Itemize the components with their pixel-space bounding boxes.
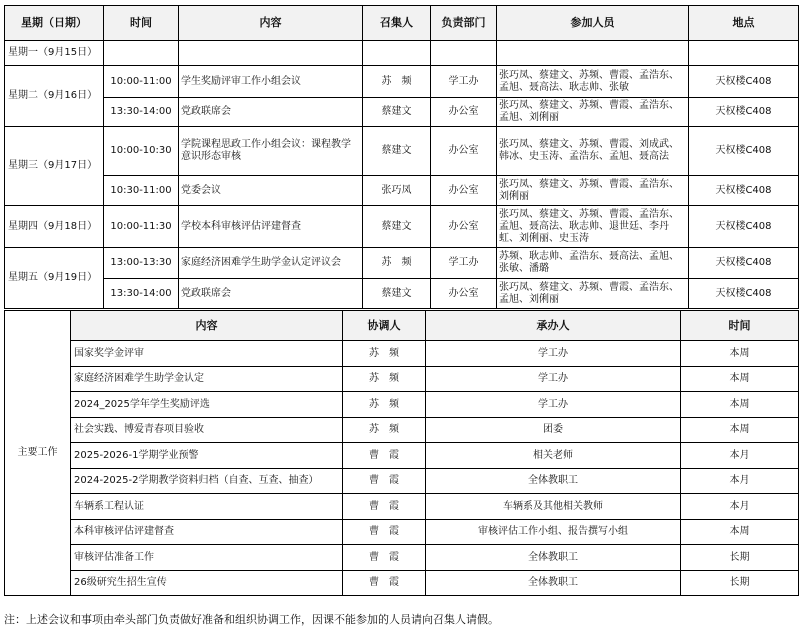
meeting-dept: 办公室 <box>430 278 497 309</box>
work-time: 本月 <box>680 493 799 520</box>
meeting-dept: 学工办 <box>430 247 497 279</box>
meeting-convener: 蔡建文 <box>362 97 431 127</box>
meeting-content: 家庭经济困难学生助学金认定评议会 <box>178 247 363 279</box>
meeting-time: 10:00-10:30 <box>103 126 179 176</box>
meeting-dept: 学工办 <box>430 65 497 98</box>
work-content: 社会实践、博爱青春项目验收 <box>70 417 343 443</box>
work-coordinator: 曹 霞 <box>342 519 426 545</box>
meeting-content: 党政联席会 <box>178 278 363 309</box>
meeting-time: 13:00-13:30 <box>103 247 179 279</box>
work-time: 本周 <box>680 519 799 545</box>
work-handler: 审核评估工作小组、报告撰写小组 <box>425 519 681 545</box>
work-coordinator: 苏 频 <box>342 391 426 418</box>
work-handler: 车辆系及其他相关教师 <box>425 493 681 520</box>
empty-cell <box>103 40 179 66</box>
meeting-location: 天权楼C408 <box>688 247 799 279</box>
meeting-location: 天权楼C408 <box>688 205 799 248</box>
meeting-convener: 蔡建文 <box>362 205 431 248</box>
meeting-content: 党政联席会 <box>178 97 363 127</box>
work-content: 2024_2025学年学生奖励评选 <box>70 391 343 418</box>
day-label: 星期一（9月15日） <box>4 40 104 66</box>
empty-cell <box>178 40 363 66</box>
meeting-dept: 办公室 <box>430 97 497 127</box>
meeting-convener: 张巧凤 <box>362 175 431 206</box>
work-time: 本周 <box>680 391 799 418</box>
meeting-time: 13:30-14:00 <box>103 97 179 127</box>
work-coordinator: 曹 霞 <box>342 570 426 596</box>
work-handler: 团委 <box>425 417 681 443</box>
work-content: 2025-2026-1学期学业预警 <box>70 442 343 469</box>
meeting-attendees: 张巧凤、蔡建文、苏频、曹霞、孟浩东、刘俐丽 <box>496 175 689 206</box>
work-time: 本周 <box>680 417 799 443</box>
day-label: 星期三（9月17日） <box>4 126 104 206</box>
meeting-location: 天权楼C408 <box>688 175 799 206</box>
work-header-time: 时间 <box>680 310 799 341</box>
work-time: 本月 <box>680 468 799 494</box>
day-label: 星期四（9月18日） <box>4 205 104 248</box>
meeting-content: 学生奖励评审工作小组会议 <box>178 65 363 98</box>
empty-cell <box>430 40 497 66</box>
work-content: 本科审核评估评建督查 <box>70 519 343 545</box>
section-label-main-work: 主要工作 <box>4 310 71 596</box>
meeting-dept: 办公室 <box>430 205 497 248</box>
work-content: 26级研究生招生宣传 <box>70 570 343 596</box>
header-attendees: 参加人员 <box>496 5 689 41</box>
work-coordinator: 苏 频 <box>342 417 426 443</box>
meeting-attendees: 张巧凤、蔡建文、苏频、曹霞、孟浩东、孟旭、刘俐丽 <box>496 278 689 309</box>
header-day: 星期（日期） <box>4 5 104 41</box>
meeting-dept: 办公室 <box>430 126 497 176</box>
meeting-time: 13:30-14:00 <box>103 278 179 309</box>
meeting-time: 10:00-11:30 <box>103 205 179 248</box>
work-coordinator: 曹 霞 <box>342 442 426 469</box>
work-coordinator: 曹 霞 <box>342 493 426 520</box>
header-convener: 召集人 <box>362 5 431 41</box>
work-coordinator: 苏 频 <box>342 366 426 392</box>
meeting-convener: 蔡建文 <box>362 278 431 309</box>
header-time: 时间 <box>103 5 179 41</box>
meeting-attendees: 张巧凤、蔡建文、苏频、曹霞、孟浩东、孟旭、刘俐丽 <box>496 97 689 127</box>
work-handler: 全体教职工 <box>425 544 681 571</box>
meeting-convener: 苏 频 <box>362 247 431 279</box>
work-content: 2024-2025-2学期教学资料归档（自查、互查、抽查） <box>70 468 343 494</box>
work-handler: 全体教职工 <box>425 468 681 494</box>
meeting-time: 10:00-11:00 <box>103 65 179 98</box>
empty-cell <box>496 40 689 66</box>
meeting-attendees: 张巧凤、蔡建文、苏频、曹霞、孟浩东、孟旭、聂高法、耿志帅、张敏 <box>496 65 689 98</box>
header-dept: 负责部门 <box>430 5 497 41</box>
work-header-coordinator: 协调人 <box>342 310 426 341</box>
meeting-location: 天权楼C408 <box>688 126 799 176</box>
meeting-attendees: 张巧凤、蔡建文、苏频、曹霞、刘成武、韩冰、史玉涛、孟浩东、孟旭、聂高法 <box>496 126 689 176</box>
work-coordinator: 曹 霞 <box>342 544 426 571</box>
meeting-time: 10:30-11:00 <box>103 175 179 206</box>
work-handler: 学工办 <box>425 366 681 392</box>
work-time: 长期 <box>680 544 799 571</box>
meeting-dept: 办公室 <box>430 175 497 206</box>
header-location: 地点 <box>688 5 799 41</box>
header-content: 内容 <box>178 5 363 41</box>
work-content: 国家奖学金评审 <box>70 340 343 367</box>
meeting-location: 天权楼C408 <box>688 65 799 98</box>
work-header-handler: 承办人 <box>425 310 681 341</box>
meeting-content: 党委会议 <box>178 175 363 206</box>
meeting-content: 学校本科审核评估评建督查 <box>178 205 363 248</box>
work-handler: 学工办 <box>425 391 681 418</box>
work-time: 本周 <box>680 366 799 392</box>
work-content: 审核评估准备工作 <box>70 544 343 571</box>
work-header-content: 内容 <box>70 310 343 341</box>
meeting-location: 天权楼C408 <box>688 278 799 309</box>
meeting-convener: 蔡建文 <box>362 126 431 176</box>
day-label: 星期二（9月16日） <box>4 65 104 127</box>
empty-cell <box>688 40 799 66</box>
work-content: 家庭经济困难学生助学金认定 <box>70 366 343 392</box>
meeting-attendees: 张巧凤、蔡建文、苏频、曹霞、孟浩东、孟旭、聂高法、耿志帅、退世廷、李丹虹、刘俐丽、史玉涛 <box>496 205 689 248</box>
work-time: 本月 <box>680 442 799 469</box>
footer-note: 注：上述会议和事项由牵头部门负责做好准备和组织协调工作，因课不能参加的人员请向召集人请假。 <box>4 613 499 626</box>
work-handler: 学工办 <box>425 340 681 367</box>
meeting-convener: 苏 频 <box>362 65 431 98</box>
work-handler: 全体教职工 <box>425 570 681 596</box>
meeting-content: 学院课程思政工作小组会议：课程教学意识形态审核 <box>178 126 363 176</box>
work-content: 车辆系工程认证 <box>70 493 343 520</box>
empty-cell <box>362 40 431 66</box>
work-time: 本周 <box>680 340 799 367</box>
day-label: 星期五（9月19日） <box>4 247 104 309</box>
meeting-attendees: 苏频、耿志帅、孟浩东、聂高法、孟旭、张敏、潘璐 <box>496 247 689 279</box>
work-coordinator: 曹 霞 <box>342 468 426 494</box>
work-coordinator: 苏 频 <box>342 340 426 367</box>
work-time: 长期 <box>680 570 799 596</box>
work-handler: 相关老师 <box>425 442 681 469</box>
meeting-location: 天权楼C408 <box>688 97 799 127</box>
